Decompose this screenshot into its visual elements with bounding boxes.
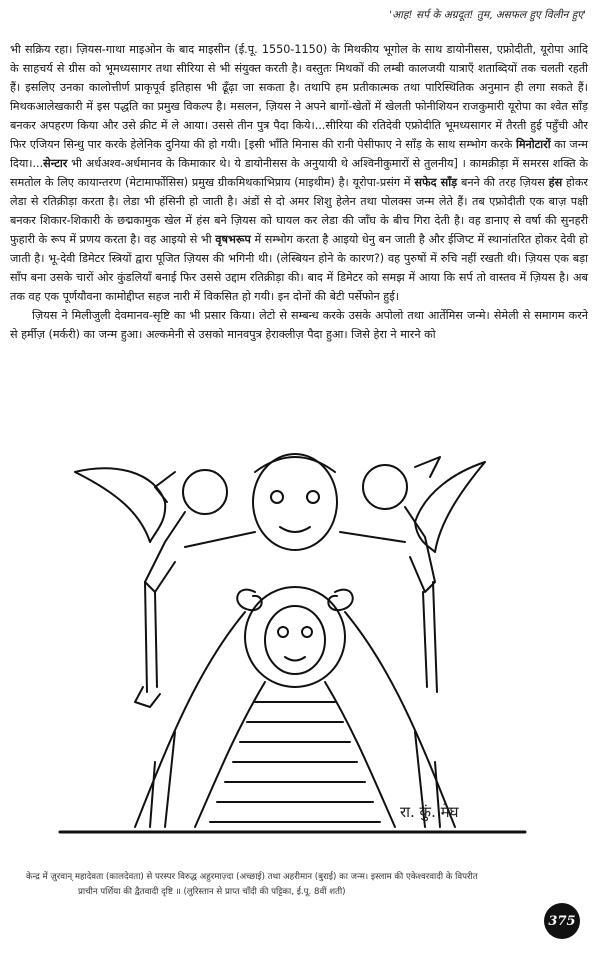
paragraph-2: ज़ियस ने मिलीजुली देवमानव-सृष्टि का भी प्रसार किया। लेटो से सम्बन्ध करके उसके अपोलो तथा आर्तेमिस जन्मे। सेमेली से समागम करने से हर्मीज़ (मर्करी) का जन्म हुआ। अल्कमेनी से उसको मानवपुत्र हेराक्लीज़ पैदा हुआ। जिसे हेरा ने मारने को	[10, 309, 588, 341]
bold-term: सेन्टार	[43, 157, 68, 170]
zurvan-plaque-drawing	[55, 432, 535, 852]
running-title: 'आह! सर्प के अग्रदूत! तुम, असफल हुए विलीन हुए'	[389, 9, 586, 21]
paragraph-1	[10, 40, 588, 306]
bold-term: सफेद साँड़	[414, 176, 458, 189]
figure-caption	[26, 870, 546, 900]
bold-term: वृषभरूप	[215, 233, 251, 246]
text-run: का जन्म दिया।...	[10, 138, 588, 170]
caption-line-2: प्राचीन पर्शिया की द्वैतवादी दृष्टि ॥ (लुरिस्तान से प्राप्त चाँदी की पट्टिका, ई.पू. 8वीं शती)	[78, 887, 346, 897]
caption-line-1: केन्द्र में ज़ुरवान् महादेवता (कालदेवता) से परस्पर विरुद्ध अहुरमाज़्दा (अच्छाई) तथा अहरीमान (बुराई) का जन्म। इस्लाम की एकेश्वरवादी के विपरीत	[26, 872, 478, 882]
main-text	[10, 40, 588, 344]
text-run: होकर लेडा से रतिक्रीड़ा करता है। लेडा भी हंसिनी हो जाती है। अंडों से दो अमर शिशु हेलेन तथा पोलक्स जन्म लेते हैं। तब एफ्रोदीती एक बाज़ पक्षी बनकर शिकार-शिकारी के छद्मकामुक खेल में हंस बने ज़ियस को घायल कर लेडा की जाँघ के बीच गिरा देती है। वह डानाए से वर्षा की सुनहरी फुहारी के रूप में प्रणय करता है। वह आइयो से भी	[10, 176, 588, 246]
artist-signature: रा. कुं. मेघ	[400, 803, 459, 821]
bold-term: मिनोटारों	[515, 138, 551, 151]
text-run: भी अर्धअश्व-अर्धमानव के किमाकार थे। ये डायोनीसस के अनुयायी थे अश्विनीकुमारों से तुलनीय] । कामक्रीड़ा में समरस शक्ति के समतोल के लिए कायान्तरण (मेटामार्फोसिस) प्रमुख ग्रीकमिथकाभिप्राय (माइथीम) है। यूरोपा-प्रसंग में	[10, 157, 588, 189]
text-run: में सम्भोग करता है आइयो धेनु बन जाती है और ईजिप्ट में स्थानांतरित होकर देवी हो जाती है। भू-देवी डिमेटर स्त्रियों द्वारा पूजित ज़ियस की भगिनी थी। (लेस्बियन होने के कारण?) वह पुरुषों में रुचि नहीं रखती थी। ज़ियस एक बड़ा साँप बना उसके चारों ओर कुंडलियाँ बनाई फिर उससे उद्दाम रतिक्रीड़ा की। बाद में डिमेटर को समझ में आया कि सर्प तो वास्तव में ज़ियस है। अब तक वह एक पूर्णयौवना कामोद्दीप्त सहज नारी में विकसित हो गयी। इन दोनों की बेटी पर्सेफोन हुई।	[10, 233, 589, 303]
text-run: बनने की तरह ज़ियस	[457, 176, 549, 189]
text-run: भी सक्रिय रहा। ज़ियस-गाथा माइओन के बाद माइसीन (ई.पू. 1550-1150) के मिथकीय भूगोल के साथ डायोनीसस, एफ्रोदीती, यूरोपा आदि के साहचर्य से ग्रीस को भूमध्यसागर तथा सीरिया से भी संयुक्त करती है। वस्तुतः मिथकों की लम्बी कालजयी यात्राएँ शताब्दियों तक चलती रहती हैं। इसलिए उनका कालोत्तीर्ण प्राकृपूर्व इतिहास भी ढूँढ़ा जा सकता है। तथापि हम प्रतीकात्मक तथा पारिस्थितिक अनुमान ही लगा सकते हैं। मिथकआलेखकारी में इस पद्धति का प्रमुख विकल्प है। मसलन, ज़ियस ने अपने बागों-खेतों में खेलती फोनीशियन राजकुमारी यूरोपा का श्वेत साँड़ बनकर अपहरण किया और उसे क्रीट में ले आया। उससे तीन पुत्र पैदा किये।...सीरिया की रतिदेवी एफ्रोदीति भूमध्यसागर में तैरती हुई पहुँची और फिर एजियन सिन्धु पार करके हेलेनिक दुनिया की हो गयी। [इसी भाँति मिनास की रानी पेसीफाए ने साँड़ के साथ सम्भोग करके	[10, 43, 588, 151]
bold-term: हंस	[548, 176, 563, 189]
page-number: 375	[544, 903, 580, 939]
